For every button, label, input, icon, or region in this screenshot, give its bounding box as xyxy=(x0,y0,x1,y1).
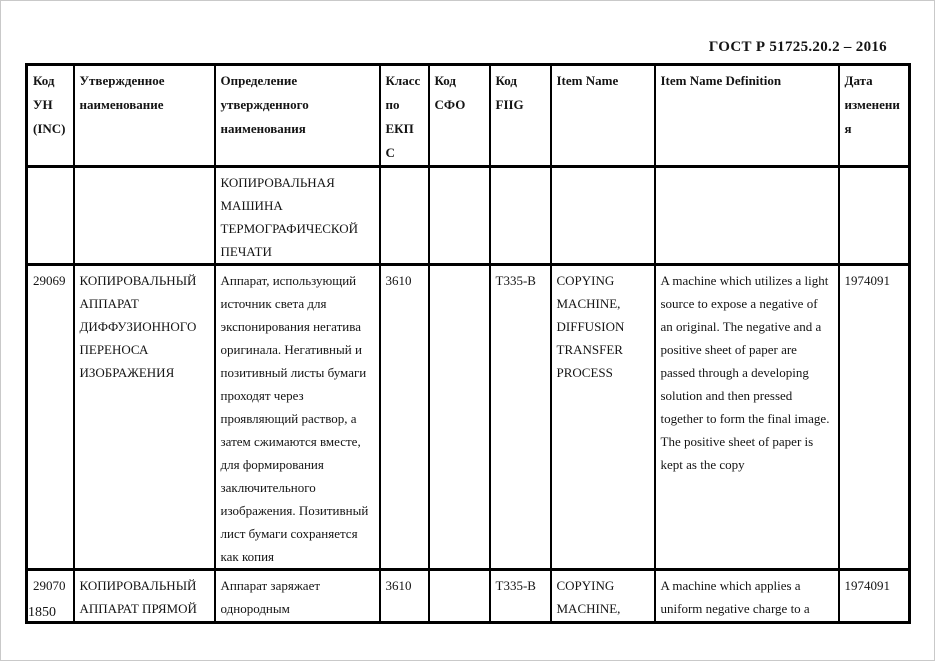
cell-change-date: 1974091 xyxy=(839,265,910,570)
col-header-item-name: Item Name xyxy=(551,65,655,167)
cell-fiig-code xyxy=(490,167,551,265)
cell-item-name: COPYING MACHINE, xyxy=(551,570,655,623)
cell-change-date xyxy=(839,167,910,265)
page-title: ГОСТ Р 51725.20.2 – 2016 xyxy=(708,39,887,55)
cell-change-date: 1974091 xyxy=(839,570,910,623)
cell-inc-code: 29070 xyxy=(27,570,74,623)
cell-approved-name-definition: Аппарат, использующий источник света для экспонирования негатива оригинала. Негативный и позитивный листы бумаги проходят через проявляющий раствор, а затем сжимаются вместе, для формирования заключительного изображения. Позитивный лист бумаги сохраняется как копия xyxy=(215,265,380,570)
cell-approved-name: КОПИРОВАЛЬНЫЙ АППАРАТ ДИФФУЗИОННОГО ПЕРЕНОСА ИЗОБРАЖЕНИЯ xyxy=(74,265,215,570)
col-header-item-name-definition: Item Name Definition xyxy=(655,65,839,167)
cell-approved-name-definition: Аппарат заряжает однородным xyxy=(215,570,380,623)
cell-inc-code xyxy=(27,167,74,265)
col-header-approved-name: Утвержденное наименование xyxy=(74,65,215,167)
cell-fiig-code: T335-B xyxy=(490,265,551,570)
col-header-approved-name-definition: Определение утвержденного наименования xyxy=(215,65,380,167)
cell-approved-name-definition: КОПИРОВАЛЬНАЯ МАШИНА ТЕРМОГРАФИЧЕСКОЙ ПЕЧАТИ xyxy=(215,167,380,265)
cell-item-name-definition xyxy=(655,167,839,265)
cell-sfo-code xyxy=(429,570,490,623)
cell-sfo-code xyxy=(429,265,490,570)
page-number: 1850 xyxy=(28,605,56,620)
cell-ekps-class: 3610 xyxy=(380,265,429,570)
cell-item-name-definition: A machine which utilizes a light source to expose a negative of an original. The negative and a positive sheet of paper are passed through a developing solution and then pressed together to form the final image. The positive sheet of paper is kept as the copy xyxy=(655,265,839,570)
cell-item-name-definition: A machine which applies a uniform negative charge to a xyxy=(655,570,839,623)
cell-inc-code: 29069 xyxy=(27,265,74,570)
cell-approved-name xyxy=(74,167,215,265)
col-header-change-date: Дата изменения xyxy=(839,65,910,167)
table-header-row xyxy=(27,65,910,167)
cell-fiig-code: T335-B xyxy=(490,570,551,623)
col-header-sfo-code: Код СФО xyxy=(429,65,490,167)
col-header-fiig-code: Код FIIG xyxy=(490,65,551,167)
col-header-ekps-class: Класс по ЕКПС xyxy=(380,65,429,167)
col-header-inc-code: Код УН (INC) xyxy=(27,65,74,167)
table-row-continuation xyxy=(27,167,910,265)
cell-item-name xyxy=(551,167,655,265)
table-row-29069 xyxy=(27,265,910,570)
cell-sfo-code xyxy=(429,167,490,265)
classification-table xyxy=(25,63,911,624)
cell-item-name: COPYING MACHINE, DIFFUSION TRANSFER PROCESS xyxy=(551,265,655,570)
table-row-29070 xyxy=(27,570,910,623)
cell-approved-name: КОПИРОВАЛЬНЫЙ АППАРАТ ПРЯМОЙ xyxy=(74,570,215,623)
cell-ekps-class: 3610 xyxy=(380,570,429,623)
cell-ekps-class xyxy=(380,167,429,265)
